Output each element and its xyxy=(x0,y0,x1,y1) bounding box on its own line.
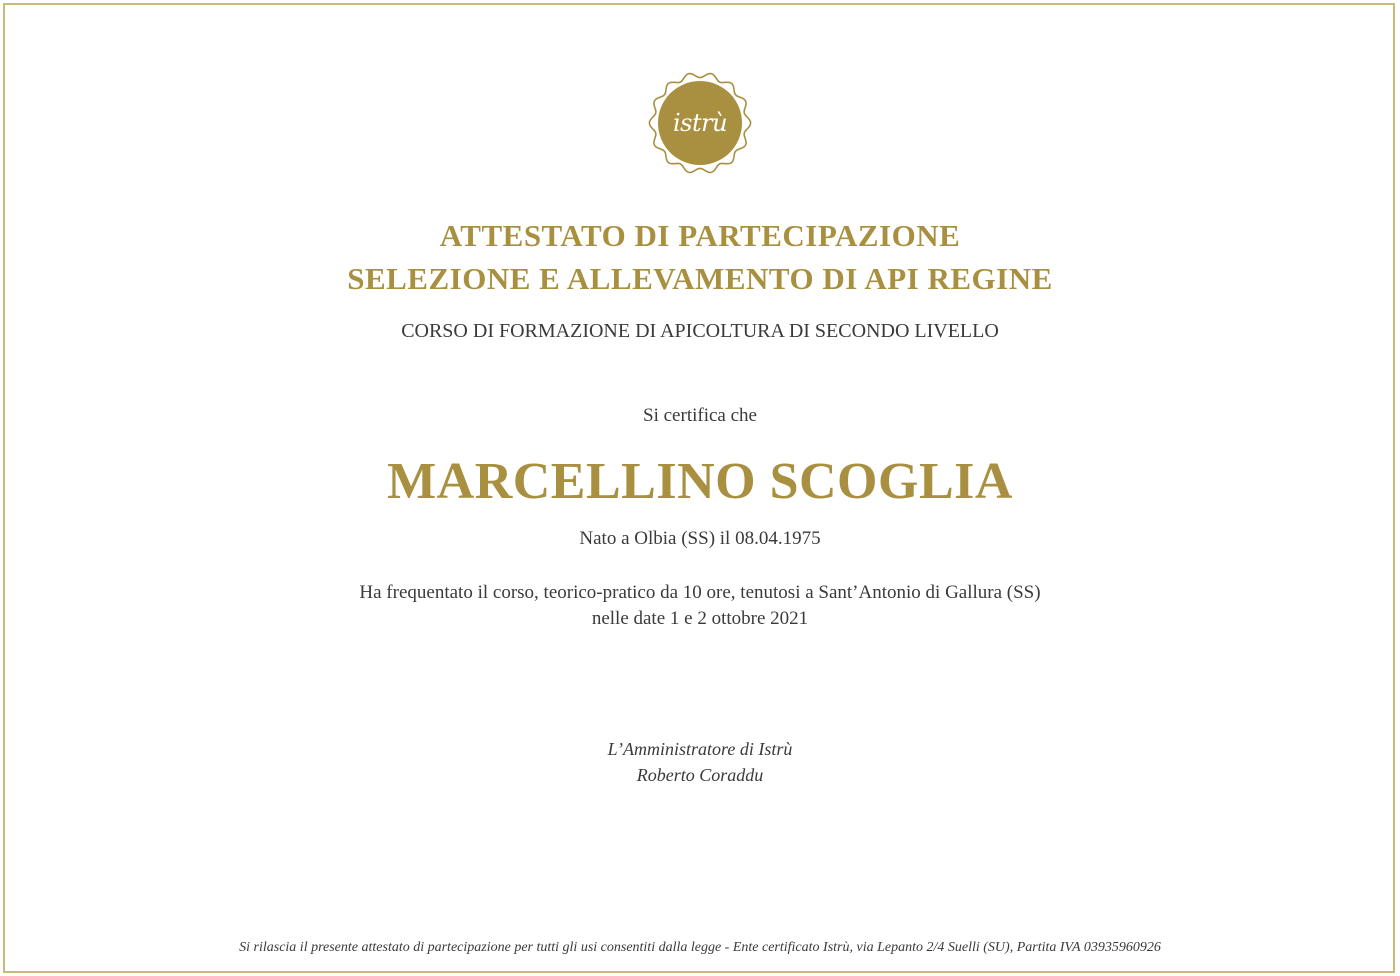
signer-name: Roberto Coraddu xyxy=(636,765,764,785)
course-description xyxy=(0,580,1400,632)
title-line-2: SELEZIONE E ALLEVAMENTO DI API REGINE xyxy=(347,261,1053,296)
signature-block xyxy=(0,736,1400,788)
recipient-name: MARCELLINO SCOGLIA xyxy=(387,453,1013,510)
footer-note: Si rilascia il presente attestato di partecipazione per tutti gli usi consentiti dalla legge - Ente certificato Istrù, via Lepanto 2/4 Suelli (SU), Partita IVA 03935960926 xyxy=(239,940,1161,955)
logo-text: istrù xyxy=(672,109,728,137)
course-subtitle: CORSO DI FORMAZIONE DI APICOLTURA DI SECONDO LIVELLO xyxy=(401,320,999,342)
birth-info: Nato a Olbia (SS) il 08.04.1975 xyxy=(579,528,821,549)
certify-text: Si certifica che xyxy=(643,405,757,426)
course-line-1: Ha frequentato il corso, teorico-pratico da 10 ore, tenutosi a Sant’Antonio di Gallura (SS) xyxy=(359,582,1041,603)
signer-title: L’Amministratore di Istrù xyxy=(607,739,793,759)
course-line-2: nelle date 1 e 2 ottobre 2021 xyxy=(591,608,809,629)
certificate-title xyxy=(0,214,1400,300)
istru-seal-logo xyxy=(647,70,753,176)
title-line-1: ATTESTATO DI PARTECIPAZIONE xyxy=(439,218,961,253)
